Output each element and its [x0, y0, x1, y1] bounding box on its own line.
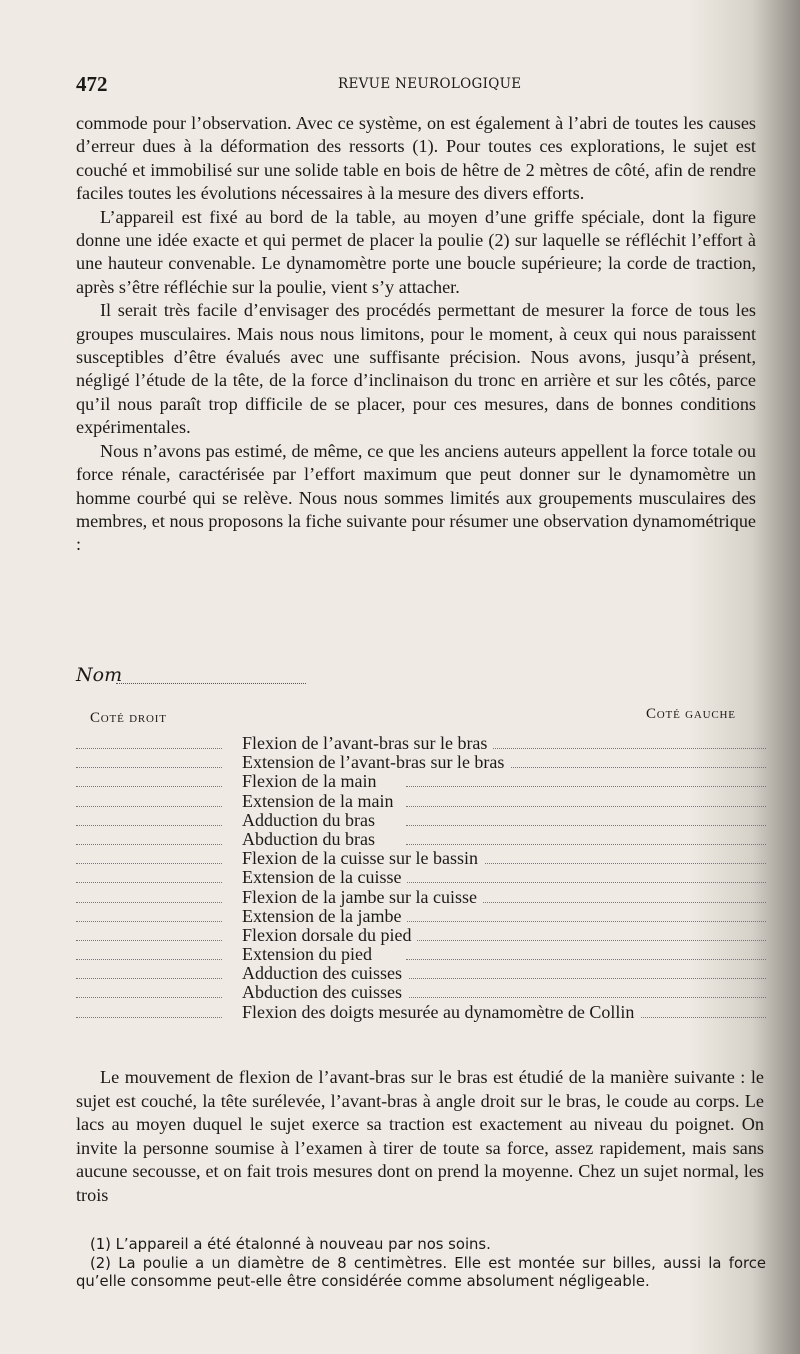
right-value-dots	[76, 978, 222, 979]
footnote-2: (2) La poulie a un diamètre de 8 centimètres. Elle est montée sur billes, aussi la force qu’elle consomme peut-elle être considérée comme absolument négligeable.	[76, 1254, 766, 1291]
left-value-dots	[406, 959, 766, 960]
running-head: REVUE NEUROLOGIQUE	[338, 76, 522, 92]
form-row	[76, 734, 766, 753]
right-value-dots	[76, 748, 222, 749]
right-value-dots	[76, 767, 222, 768]
form-row	[76, 964, 766, 983]
paragraph-2: L’appareil est fixé au bord de la table, au moyen d’une griffe spéciale, dont la figure donne une idée exacte et qui permet de placer la poulie (2) sur laquelle se réfléchit l’effort à une hauteur convenable. Le dynamomètre porte une boucle supérieure; la corde de traction, après s’être réfléchie sur la poulie, vient s’y attacher.	[76, 206, 756, 297]
nom-field-dots	[116, 683, 306, 684]
right-value-dots	[76, 1017, 222, 1018]
movement-label: Flexion de la main	[242, 772, 382, 791]
form-row	[76, 849, 766, 868]
form-row	[76, 907, 766, 926]
movement-label: Extension de la main	[242, 792, 399, 811]
paragraph-5: Le mouvement de flexion de l’avant-bras sur le bras est étudié de la manière suivante : le sujet est couché, la tête surélevée, l’avant-bras à angle droit sur le bras, le coude au corps. Le lacs au moyen duquel le sujet exerce sa traction est exactement au niveau du poignet. On invite la personne soumise à l’examen à tirer de toute sa force, assez rapidement, mais sans aucune secousse, et on fait trois mesures dont on prend la moyenne. Chez un sujet normal, les trois	[76, 1067, 764, 1205]
footnotes	[76, 1236, 766, 1292]
movement-label: Extension de la jambe	[242, 907, 407, 926]
movement-label: Flexion de la cuisse sur le bassin	[242, 849, 484, 868]
footnote-1: (1) L’appareil a été étalonné à nouveau par nos soins.	[90, 1236, 491, 1253]
movement-label: Flexion de l’avant-bras sur le bras	[242, 734, 493, 753]
left-value-dots	[406, 844, 766, 845]
form-row	[76, 792, 766, 811]
movement-label: Adduction du bras	[242, 811, 381, 830]
paragraph-1: commode pour l’observation. Avec ce système, on est également à l’abri de toutes les causes d’erreur dues à la déformation des ressorts (1). Pour toutes ces explorations, le sujet est couché et immobilisé sur une solide table en bois de hêtre de 2 mètres de côté, afin de rendre faciles toutes les évolutions nécessaires à la mesure des divers efforts.	[76, 113, 756, 204]
left-value-dots	[406, 825, 766, 826]
left-value-dots	[406, 786, 766, 787]
right-value-dots	[76, 844, 222, 845]
left-value-dots	[406, 997, 766, 998]
form-row	[76, 811, 766, 830]
movement-label: Extension de l’avant-bras sur le bras	[242, 753, 510, 772]
right-value-dots	[76, 806, 222, 807]
right-value-dots	[76, 902, 222, 903]
right-value-dots	[76, 940, 222, 941]
right-value-dots	[76, 786, 222, 787]
right-value-dots	[76, 997, 222, 998]
right-value-dots	[76, 825, 222, 826]
right-value-dots	[76, 959, 222, 960]
right-value-dots	[76, 921, 222, 922]
lower-text	[76, 1066, 764, 1208]
movement-label: Extension de la cuisse	[242, 868, 407, 887]
form-row	[76, 830, 766, 849]
body-text	[76, 112, 756, 557]
movement-label: Flexion dorsale du pied	[242, 926, 417, 945]
page-number: 472	[76, 72, 108, 96]
movement-label: Flexion des doigts mesurée au dynamomètre de Collin	[242, 1003, 640, 1022]
left-side-header: Coté gauche	[646, 706, 736, 722]
movement-label: Adduction des cuisses	[242, 964, 408, 983]
nom-label: Nom	[76, 664, 123, 686]
form-row	[76, 772, 766, 791]
movement-label: Abduction du bras	[242, 830, 381, 849]
movement-label: Flexion de la jambe sur la cuisse	[242, 888, 483, 907]
left-value-dots	[406, 940, 766, 941]
form-rows	[76, 734, 766, 1022]
left-value-dots	[406, 921, 766, 922]
movement-label: Abduction des cuisses	[242, 983, 408, 1002]
form-row	[76, 1003, 766, 1022]
movement-label: Extension du pied	[242, 945, 378, 964]
page-header	[76, 72, 756, 96]
form-row	[76, 868, 766, 887]
paragraph-3: Il serait très facile d’envisager des procédés permettant de mesurer la force de tous les groupes musculaires. Mais nous nous limitons, pour le moment, à ceux qui nous paraissent susceptibles d’être évalués avec une suffisante précision. Nous avons, jusqu’à présent, négligé l’étude de la tête, de la force d’inclinaison du tronc en arrière et sur les côtés, parce qu’il nous paraît trop difficile de se placer, pour ces mesures, dans de bonnes conditions expérimentales.	[76, 300, 756, 438]
form-row	[76, 926, 766, 945]
left-value-dots	[406, 882, 766, 883]
form-row	[76, 753, 766, 772]
paragraph-4: Nous n’avons pas estimé, de même, ce que les anciens auteurs appellent la force totale ou force rénale, caractérisée par l’effort maximum que peut donner sur le dynamomètre un homme courbé qui se relève. Nous nous sommes limités aux groupements musculaires des membres, et nous proposons la fiche suivante pour résumer une observation dynamométrique :	[76, 440, 756, 555]
right-value-dots	[76, 863, 222, 864]
left-value-dots	[406, 978, 766, 979]
right-side-header: Coté droit	[90, 710, 167, 726]
form-row	[76, 945, 766, 964]
left-value-dots	[406, 806, 766, 807]
right-value-dots	[76, 882, 222, 883]
form-row	[76, 983, 766, 1002]
form-row	[76, 888, 766, 907]
